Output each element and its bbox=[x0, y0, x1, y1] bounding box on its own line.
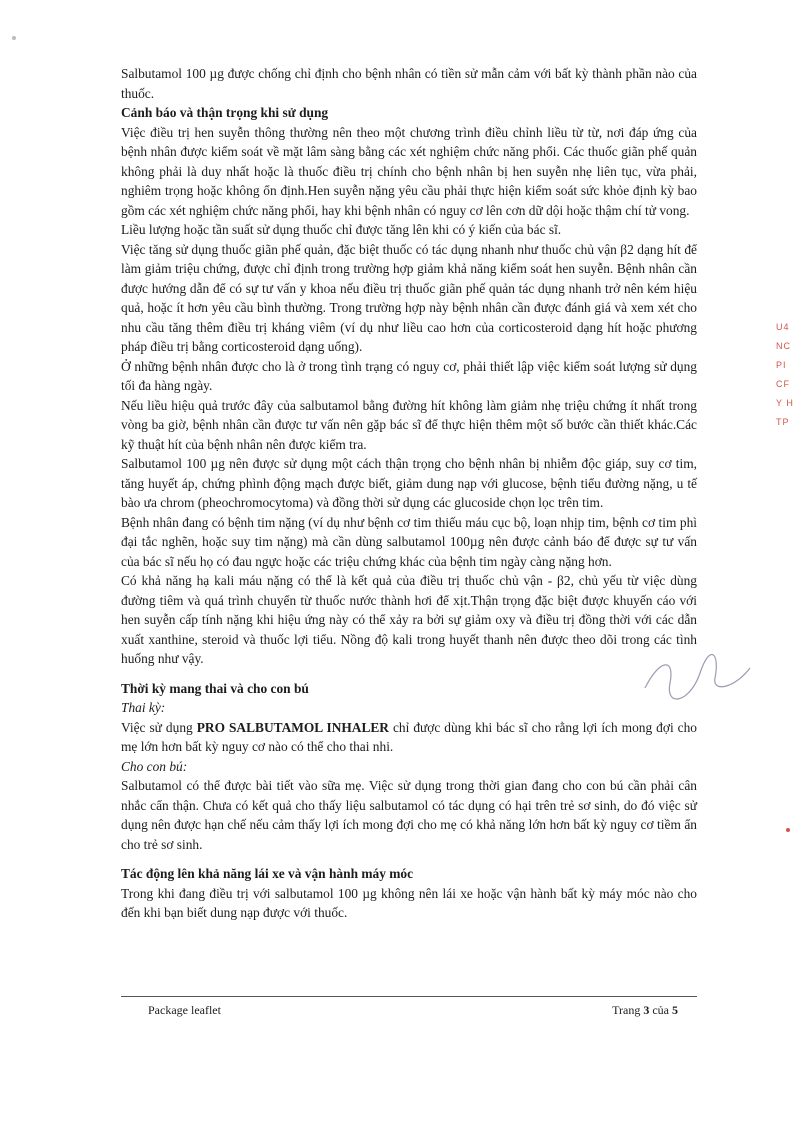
subheading-pregnancy: Thai kỳ: bbox=[121, 700, 166, 715]
section-heading-pregnancy: Thời kỳ mang thai và cho con bú bbox=[121, 680, 309, 696]
footer-doc-title: Package leaflet bbox=[148, 1003, 221, 1017]
leaflet-body bbox=[121, 64, 697, 923]
stamp-line: PI bbox=[776, 360, 787, 370]
paragraph-ineffective-dose: Nếu liều hiệu quả trước đây của salbutamol bằng đường hít không làm giảm nhẹ triệu chứng ít nhất trong vòng ba giờ, bệnh nhân cần được tư vấn nên gặp bác sĩ để thực hiện thêm một số bước cần thiết khác.Các kỹ thuật hít của bệnh nhân nên được kiểm tra. bbox=[121, 397, 697, 452]
page-number bbox=[612, 1003, 678, 1018]
side-stamp bbox=[776, 318, 800, 432]
subheading-breastfeeding: Cho con bú: bbox=[121, 758, 188, 774]
pregnancy-text-end: chỉ được dùng khi bác sĩ cho rằng lợi ích mong đợi cho mẹ lớn hơn bất kỳ nguy cơ nào có thể cho thai nhi. bbox=[121, 719, 698, 754]
paragraph-driving: Trong khi đang điều trị với salbutamol 100 µg không nên lái xe hoặc vận hành bất kỳ máy móc nào cho đến khi bạn biết dung nạp được với thuốc. bbox=[121, 885, 697, 920]
contraindication-text: Salbutamol 100 µg được chống chỉ định cho bệnh nhân có tiền sử mẫn cảm với bất kỳ thành phần nào của thuốc. bbox=[121, 66, 697, 101]
footer-divider bbox=[121, 996, 697, 997]
paragraph-caution-conditions: Salbutamol 100 µg nên được sử dụng một cách thận trọng cho bệnh nhân bị nhiễm độc giáp, suy cơ tim, tăng huyết áp, chứng phình động mạch được biết, giảm dung nạp với glucose, bệnh tiểu đường nặng, u tế bào ưa chrom (pheochromocytoma) và đồng thời sử dụng các glucoside chọn lọc trên tim. bbox=[121, 456, 697, 510]
page-total: 5 bbox=[672, 1003, 678, 1017]
scan-dot bbox=[12, 36, 16, 40]
scan-dot-red bbox=[786, 828, 790, 832]
stamp-line: CF bbox=[776, 379, 790, 389]
paragraph-pregnancy bbox=[121, 718, 697, 757]
paragraph-dose-increase: Liều lượng hoặc tần suất sử dụng thuốc chỉ được tăng lên khi có ý kiến của bác sĩ. bbox=[121, 222, 562, 237]
paragraph-hypokalemia: Có khả năng hạ kali máu nặng có thể là kết quả của điều trị thuốc chủ vận - β2, chủ yếu từ việc dùng đường tiêm và quá trình chuyển từ thuốc nước thành hơi để xịt.Thận trọng đặc biệt được khuyến cáo với hen suyễn cấp tính nặng khi hiệu ứng này có thể xảy ra bởi sự giảm oxy và điều trị đồng thời với các dẫn xuất xanthine, steroid và thuốc lợi tiểu. Nồng độ kali trong huyết thanh nên được theo dõi trong các tình huống như vậy. bbox=[121, 573, 697, 666]
stamp-line: NC bbox=[776, 341, 791, 351]
product-name: PRO SALBUTAMOL INHALER bbox=[196, 719, 389, 735]
stamp-line: U4 bbox=[776, 322, 790, 332]
paragraph-dose-adjustment: Việc điều trị hen suyễn thông thường nên theo một chương trình điều chỉnh liều từ từ, nơi đáp ứng của bệnh nhân được kiểm soát về mặt lâm sàng bằng các xét nghiệm chức năng phổi. Các thuốc giãn phế quản không phải là duy nhất hoặc là thuốc điều trị chính cho bệnh nhân bị hen suyễn nhẹ liên tục, vừa phải, nghiêm trọng hoặc không ổn định.Hen suyễn nặng yêu cầu phải thực hiện kiểm soát sức khỏe định kỳ bao gồm các xét nghiệm chức năng phổi, hay khi bệnh nhân có nguy cơ lên cơn dữ dội hoặc thậm chí tử vong. bbox=[121, 124, 697, 218]
paragraph-bronchodilator: Việc tăng sử dụng thuốc giãn phế quản, đặc biệt thuốc có tác dụng nhanh như thuốc chủ vận β2 dạng hít để làm giảm triệu chứng, được chỉ định trong trường hợp giảm khả năng kiểm soát hen suyễn. Bệnh nhân cần được hướng dẫn để có sự tư vấn y khoa nếu điều trị thuốc giãn phế quản tác dụng nhanh trở nên kém hiệu quả, hoặc ít hơn yêu cầu bình thường. Trong trường hợp này bệnh nhân cần được đánh giá và xem xét cho nhu cầu tăng thêm điều trị kháng viêm (ví dụ như liều cao hơn của corticosteroid dạng hít hoặc phương pháp điều trị bằng corticosteroid dạng uống). bbox=[121, 241, 697, 354]
paragraph-heart-disease: Bệnh nhân đang có bệnh tim nặng (ví dụ như bệnh cơ tim thiếu máu cục bộ, loạn nhịp tim, bệnh cơ tim phì đại tắc nghẽn, hoặc suy tim nặng) mà cần dùng salbutamol 100µg nên được cảnh báo để được sự tư vấn của bác sĩ nếu họ có đau ngực hoặc các triệu chứng khác của bệnh tim ngày càng nặng hơn. bbox=[121, 514, 697, 569]
section-heading-warnings: Cảnh báo và thận trọng khi sử dụng bbox=[121, 105, 329, 120]
paragraph-breastfeeding: Salbutamol có thể được bài tiết vào sữa mẹ. Việc sử dụng trong thời gian đang cho con bú cần phải cân nhắc cẩn thận. Chưa có kết quả cho thấy liệu salbutamol có tác dụng có hại trên trẻ sơ sinh, do đó việc sử dụng nên được hạn chế nếu cảm thấy lợi ích mong đợi cho mẹ có khả năng lớn hơn bất kỳ nguy cơ tiềm ẩn cho trẻ sơ sinh. bbox=[121, 778, 697, 852]
page-word: Trang bbox=[612, 1003, 641, 1017]
page-footer bbox=[148, 1003, 678, 1018]
of-word: của bbox=[652, 1003, 669, 1017]
page-current: 3 bbox=[643, 1003, 650, 1017]
stamp-line: Y H bbox=[776, 398, 794, 408]
paragraph-risk-patients: Ở những bệnh nhân được cho là ở trong tình trạng có nguy cơ, phải thiết lập việc kiểm soát lượng sử dụng tối đa hàng ngày. bbox=[121, 358, 697, 393]
stamp-line: TP bbox=[776, 417, 790, 427]
pregnancy-text-start: Việc sử dụng bbox=[121, 719, 197, 735]
section-heading-driving: Tác động lên khả năng lái xe và vận hành máy móc bbox=[121, 866, 414, 881]
